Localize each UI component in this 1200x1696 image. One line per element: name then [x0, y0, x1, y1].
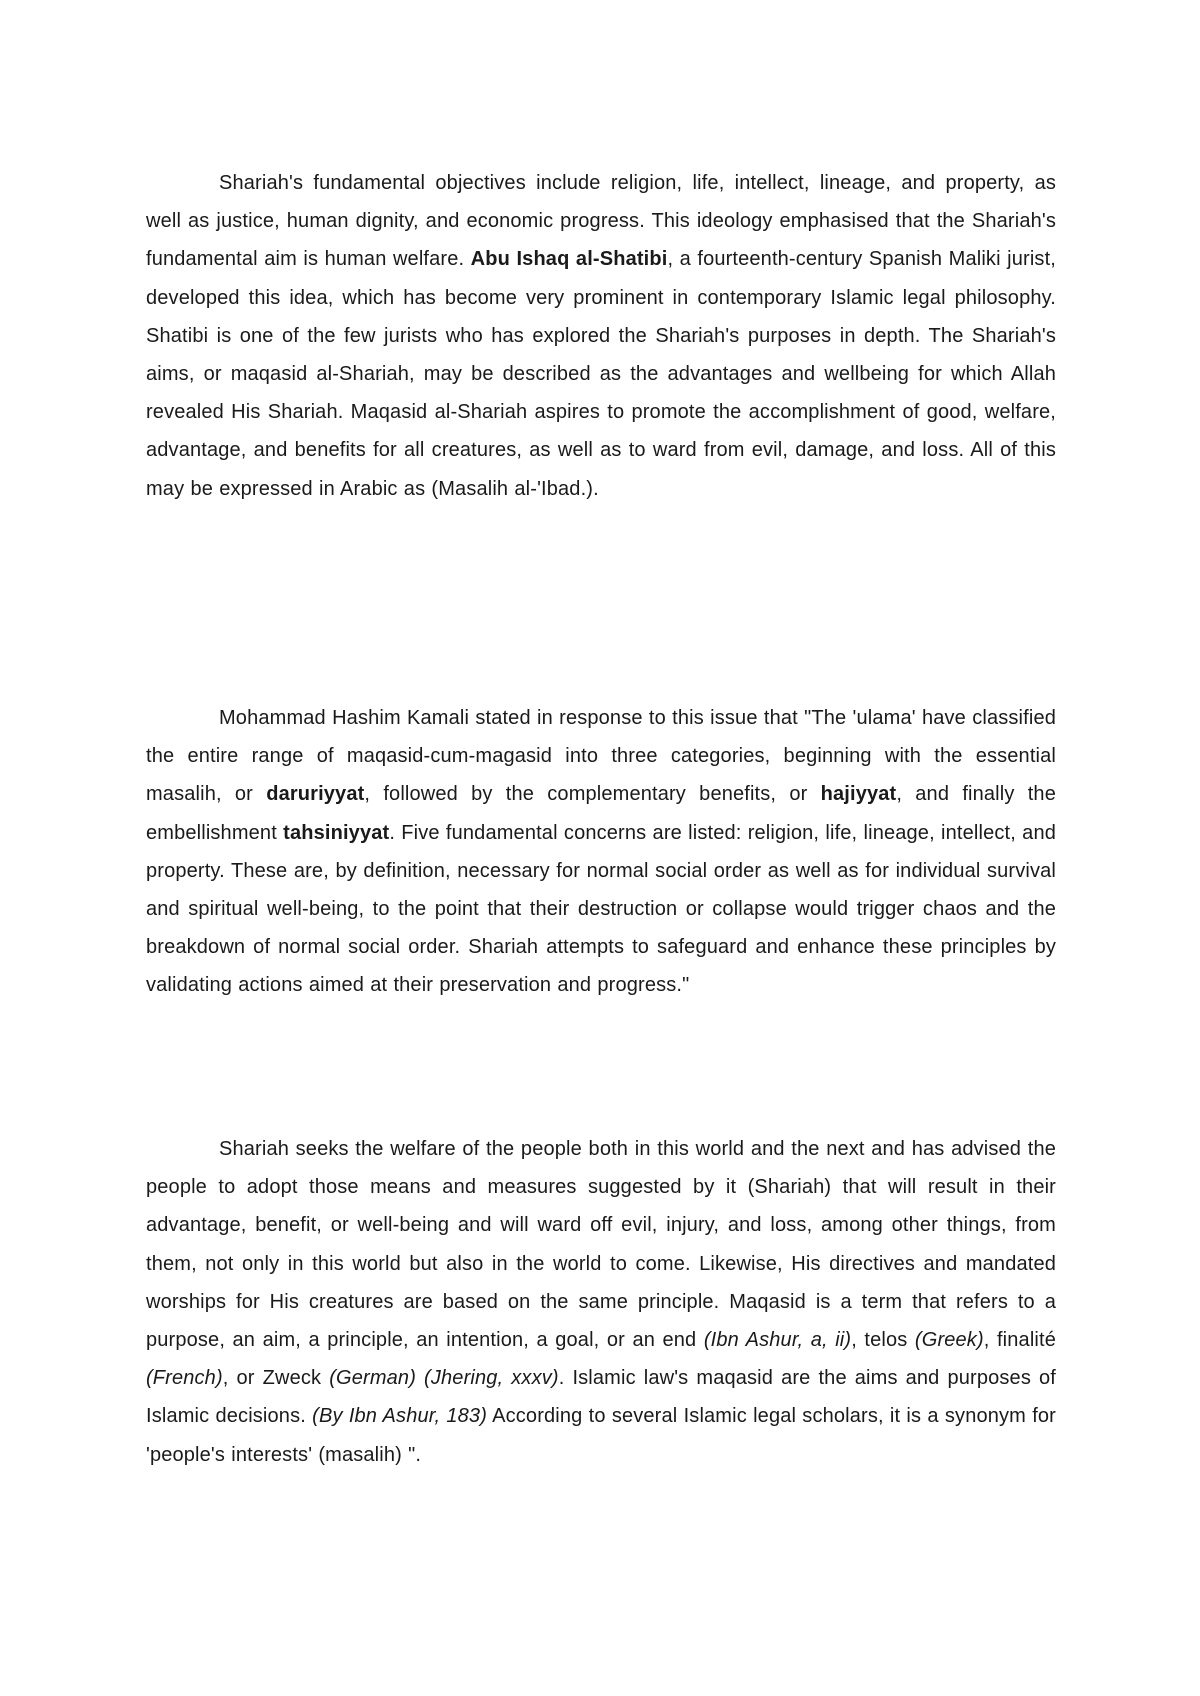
citation-ibn-ashur: (Ibn Ashur, a, ii)	[703, 1329, 852, 1352]
text-run: , finalité	[983, 1329, 1056, 1352]
text-run: , followed by the complementary benefits, or	[364, 783, 821, 806]
text-run: , telos	[851, 1329, 915, 1352]
bold-term-daruriyyat: daruriyyat	[266, 783, 365, 806]
text-run: Shariah seeks the welfare of the people both in this world and the next and has advised the people to adopt those means and measures suggested by it (Shariah) that will result in their advantage, benefit, or well-being and will ward off evil, injury, and loss, among other things, from them, not only in this world but also in the world to come. Likewise, His directives and mandated worships for His creatures are based on the same principle. Maqasid is a term that refers to a purpose, an aim, a principle, an intention, a goal, or an end	[146, 1138, 1056, 1352]
bold-name-abu-ishaq: Abu Ishaq al-Shatibi	[470, 248, 668, 271]
text-run: According to several Islamic legal scholars, it is a synonym for 'people's interests' (masalih) ".	[146, 1405, 1056, 1466]
paragraph-welfare	[146, 1130, 1056, 1474]
text-run: , and finally the embellishment	[146, 783, 1056, 844]
citation-jhering: (German) (Jhering, xxxv)	[329, 1367, 559, 1390]
paragraph-shatibi	[146, 164, 1056, 508]
text-run: Mohammad Hashim Kamali stated in response to this issue that "The 'ulama' have classified the entire range of maqasid-cum-magasid into three categories, beginning with the essential masalih, or	[146, 707, 1056, 806]
language-note-greek: (Greek)	[914, 1329, 984, 1352]
text-run: Shariah's fundamental objectives include religion, life, intellect, lineage, and property, as well as justice, human dignity, and economic progress. This ideology emphasised that the Shariah's fundamental aim is human welfare.	[146, 172, 1056, 271]
language-note-french: (French)	[146, 1367, 223, 1390]
paragraph-kamali	[146, 699, 1056, 1005]
bold-term-tahsiniyyat: tahsiniyyat	[283, 821, 390, 844]
text-run: , or Zweck	[222, 1367, 330, 1390]
text-run: , a fourteenth-century Spanish Maliki jurist, developed this idea, which has become very prominent in contemporary Islamic legal philosophy. Shatibi is one of the few jurists who has explored the Shariah's purposes in depth. The Shariah's aims, or maqasid al-Shariah, may be described as the advantages and wellbeing for which Allah revealed His Shariah. Maqasid al-Shariah aspires to promote the accomplishment of good, welfare, advantage, and benefits for all creatures, as well as to ward from evil, damage, and loss. All of this may be expressed in Arabic as (Masalih al-'Ibad.).	[146, 248, 1056, 500]
bold-term-hajiyyat: hajiyyat	[820, 783, 897, 806]
text-run: . Islamic law's maqasid are the aims and purposes of Islamic decisions.	[146, 1367, 1056, 1428]
citation-by-ibn-ashur: (By Ibn Ashur, 183)	[312, 1405, 488, 1428]
text-run: . Five fundamental concerns are listed: religion, life, lineage, intellect, and property. These are, by definition, necessary for normal social order as well as for individual survival and spiritual well-being, to the point that their destruction or collapse would trigger chaos and the breakdown of normal social order. Shariah attempts to safeguard and enhance these principles by validating actions aimed at their preservation and progress."	[146, 821, 1056, 997]
